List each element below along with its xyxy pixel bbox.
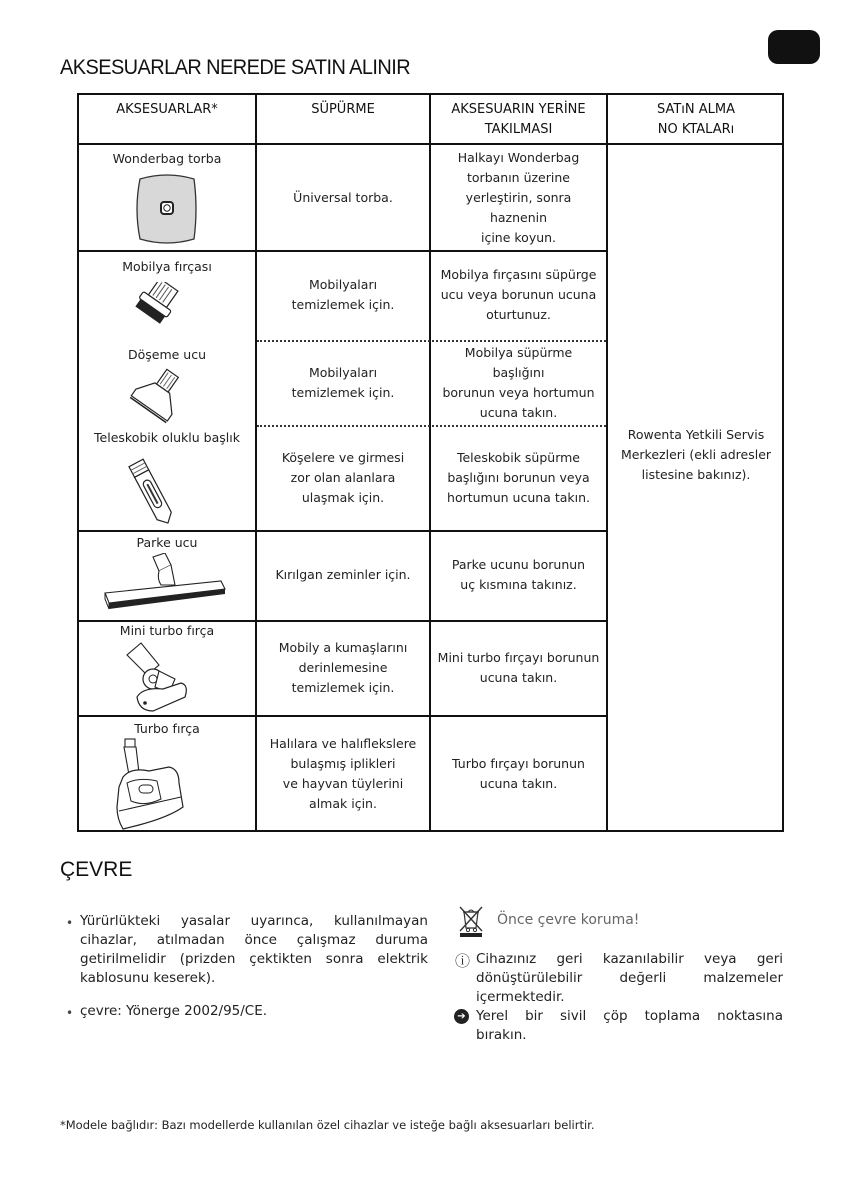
accessory-name: Wonderbag torba <box>112 151 222 166</box>
fitting-line: içine koyun. <box>480 229 557 245</box>
wonderbag-bag-icon <box>132 173 202 245</box>
fitting-line: oturtunuz. <box>486 307 551 322</box>
usage-line: derinlemesine <box>298 659 388 675</box>
fitting-cell <box>431 425 606 530</box>
fitting-line: ucuna takın. <box>479 775 558 791</box>
header-fitting-line2: TAKILMASI <box>484 122 553 137</box>
header-purchase-line2: NO KTALARı <box>657 122 735 137</box>
usage-cell <box>257 715 429 832</box>
paragraph-line: çevre: Yönerge 2002/95/CE. <box>80 1003 268 1019</box>
purchase-point-cell <box>608 145 784 765</box>
fitting-line: ucuna takın. <box>479 669 558 685</box>
usage-text: Üniversal torba. <box>293 189 393 205</box>
section-title-environment: ÇEVRE <box>60 858 133 881</box>
header-usage: SÜPÜRME <box>311 102 375 117</box>
fitting-line: ucu veya borunun ucuna <box>440 287 597 302</box>
usage-cell <box>257 145 429 250</box>
header-purchase-points <box>608 95 784 143</box>
fitting-cell <box>431 530 606 620</box>
paragraph-line: kablosunu keserek). <box>80 970 216 986</box>
crossed-out-bin-icon <box>458 906 484 938</box>
fitting-line: başlığını borunun veya <box>447 469 590 485</box>
turbo-brush-icon <box>109 737 189 831</box>
fitting-cell <box>431 250 606 340</box>
header-fitting <box>431 95 606 143</box>
accessory-name: Döşeme ucu <box>127 347 207 362</box>
header-purchase-line1: SATıN ALMA <box>656 102 736 117</box>
accessories-table <box>77 93 784 832</box>
paragraph-line: Cihazınız geri kazanılabilir veya geri <box>476 951 783 967</box>
bullet-dot: • <box>66 1006 74 1020</box>
bullet-dot: • <box>66 916 74 930</box>
paragraph-line: içermektedir. <box>476 989 565 1005</box>
fitting-line: hortumun ucuna takın. <box>447 489 590 505</box>
fitting-line: Mini turbo fırçayı borunun <box>437 649 600 665</box>
usage-line: Halılara ve halıflekslere <box>269 735 417 751</box>
usage-line: temizlemek için. <box>291 384 395 400</box>
environment-paragraph-1 <box>80 912 428 988</box>
header-accessories: AKSESUARLAR* <box>116 102 218 117</box>
recycle-info-paragraph <box>476 950 783 1007</box>
paragraph-line: bırakın. <box>476 1027 527 1043</box>
footnote: *Modele bağlıdır: Bazı modellerde kullanılan özel cihazlar ve isteğe bağlı aksesuarları belirtir. <box>60 1118 595 1132</box>
usage-line: almak için. <box>309 795 377 811</box>
paragraph-line: Yürürlükteki yasalar uyarınca, kullanılmayan <box>80 913 428 929</box>
fitting-line: Parke ucunu borunun <box>451 557 586 572</box>
usage-text: Kırılgan zeminler için. <box>275 567 411 582</box>
fitting-line: yerleştirin, sonra haznenin <box>465 189 572 225</box>
fitting-cell <box>431 620 606 715</box>
fitting-line: torbanın üzerine <box>467 169 570 185</box>
furniture-brush-icon <box>127 282 187 332</box>
usage-line: Mobilyaları <box>308 277 378 292</box>
paragraph-line: cihazlar, atılmadan önce çalışmaz duruma <box>80 932 428 948</box>
usage-line: bulaşmış iplikleri <box>290 755 396 771</box>
paragraph-line: getirilmelidir (prizden çektikten sonra elektrik <box>80 951 428 967</box>
header-fitting-line1: AKSESUARIN YERİNE <box>451 102 586 117</box>
fitting-line: Mobilya süpürme başlığını <box>464 344 573 380</box>
usage-cell <box>257 340 429 425</box>
fitting-line: Turbo fırçayı borunun <box>452 755 585 771</box>
parquet-nozzle-icon <box>101 553 231 615</box>
usage-cell <box>257 250 429 340</box>
accessory-name: Mini turbo fırça <box>119 623 215 638</box>
accessory-name: Parke ucu <box>136 535 198 550</box>
fitting-line: uç kısmına takınız. <box>460 577 577 592</box>
fitting-cell <box>431 340 606 425</box>
usage-line: Mobilyaları <box>308 364 378 380</box>
paragraph-line: dönüştürülebilir değerli malzemeler <box>476 970 783 986</box>
usage-cell <box>257 530 429 620</box>
fitting-cell <box>431 145 606 250</box>
accessory-name: Teleskobik oluklu başlık <box>94 430 240 445</box>
usage-line: temizlemek için. <box>291 679 395 695</box>
fitting-line: ucuna takın. <box>479 404 558 420</box>
fitting-line: Teleskobik süpürme <box>456 449 581 465</box>
crevice-tool-icon <box>127 457 177 529</box>
purchase-point-line: Merkezleri (ekli adresler <box>620 447 772 462</box>
upholstery-nozzle-icon <box>129 368 189 428</box>
usage-line: temizlemek için. <box>291 297 395 312</box>
usage-line: ve hayvan tüylerini <box>282 775 404 791</box>
usage-line: ulaşmak için. <box>301 489 385 505</box>
usage-cell <box>257 425 429 530</box>
usage-line: Köşelere ve girmesi <box>281 449 405 465</box>
purchase-point-line: listesine bakınız). <box>641 467 751 482</box>
fitting-cell <box>431 715 606 832</box>
fitting-line: Mobilya fırçasını süpürge <box>440 267 597 282</box>
page-title: AKSESUARLAR NEREDE SATIN ALINIR <box>60 56 411 79</box>
mini-turbo-brush-icon <box>123 641 193 715</box>
fitting-line: Halkayı Wonderbag <box>457 149 580 165</box>
arrow-right-circle-icon: ➔ <box>454 1009 469 1024</box>
accessory-name: Mobilya fırçası <box>122 259 212 274</box>
eco-heading: Önce çevre koruma! <box>497 912 640 928</box>
paragraph-line: Yerel bir sivil çöp toplama noktasına <box>476 1008 783 1024</box>
page-tab-marker <box>768 30 820 64</box>
environment-paragraph-2 <box>80 1002 428 1021</box>
usage-line: zor olan alanlara <box>290 469 396 485</box>
fitting-line: borunun veya hortumun <box>442 384 595 400</box>
usage-cell <box>257 620 429 715</box>
usage-line: Mobily a kumaşlarını <box>278 639 408 655</box>
purchase-point-line: Rowenta Yetkili Servis <box>627 427 765 442</box>
info-circle-icon: ⓘ <box>455 952 471 970</box>
drop-off-paragraph <box>476 1007 783 1045</box>
accessory-name: Turbo fırça <box>134 721 200 736</box>
